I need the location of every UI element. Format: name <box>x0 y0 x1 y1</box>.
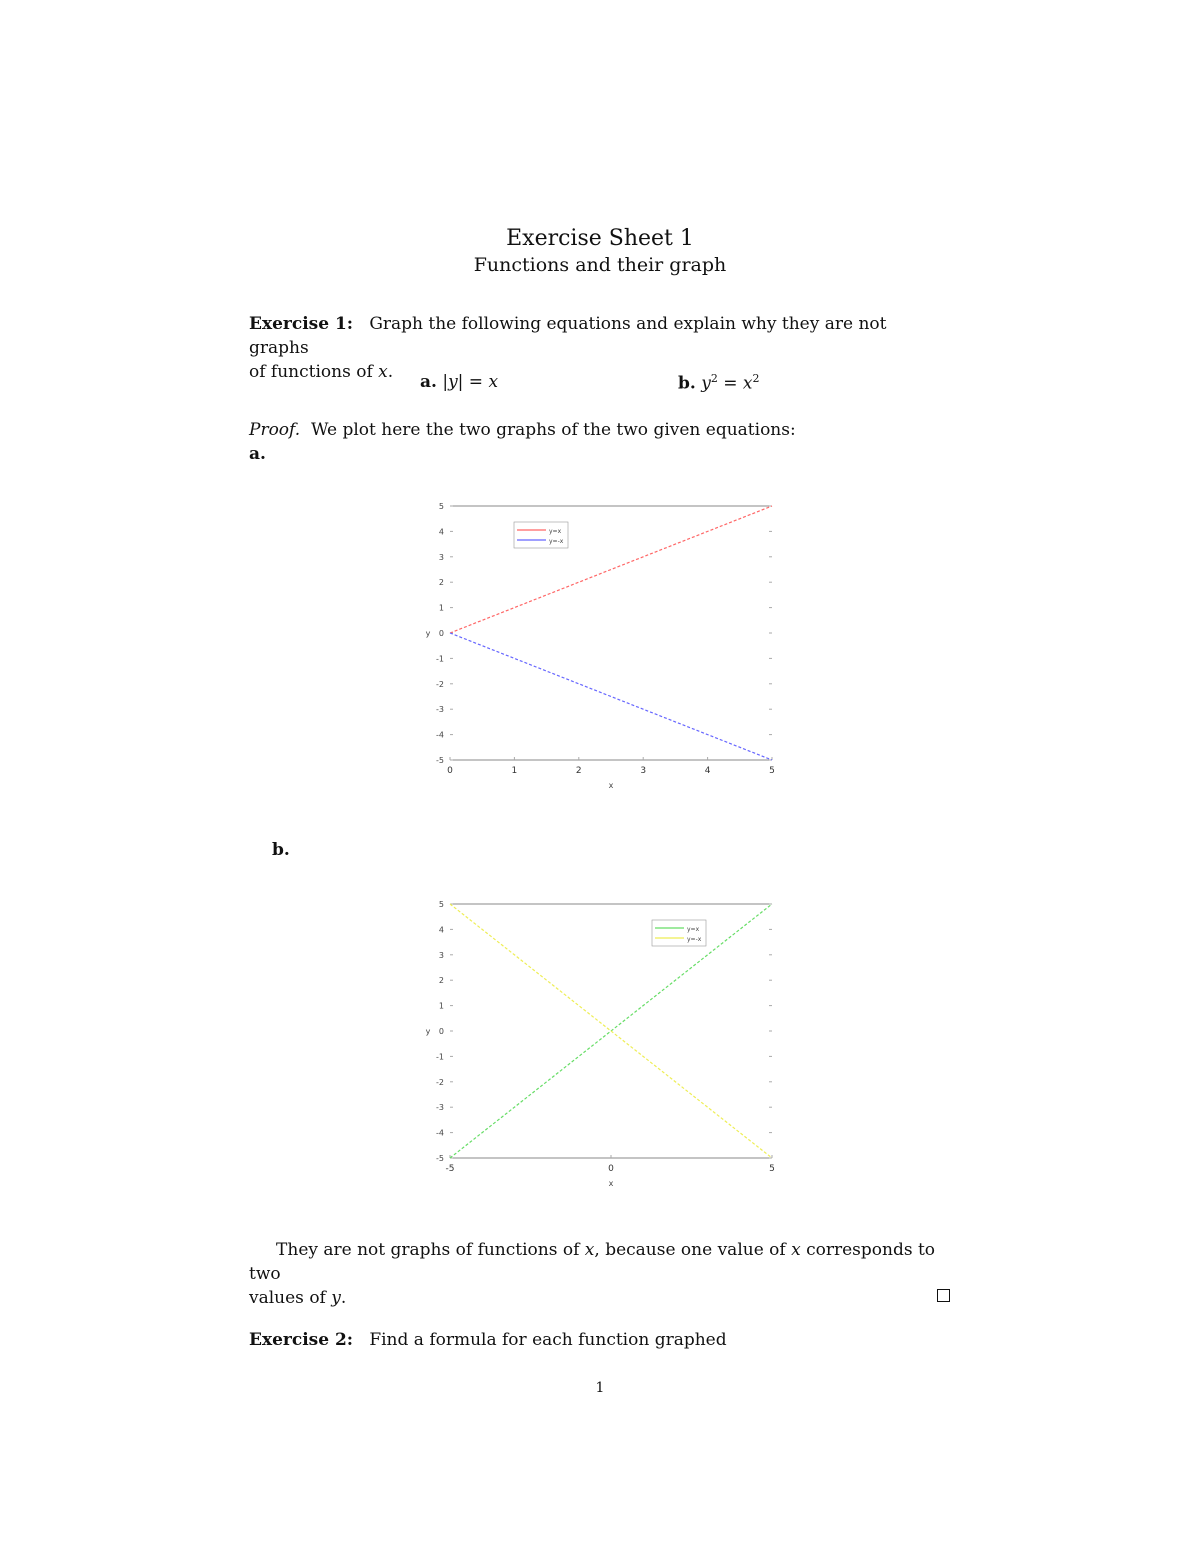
y-tick-label: -4 <box>436 730 444 740</box>
y-tick-label: 1 <box>438 603 444 613</box>
y-tick-label: 2 <box>438 578 444 588</box>
conclusion-1: They are not graphs of functions of <box>276 1240 585 1260</box>
exercise-1-label: Exercise 1: <box>249 314 354 334</box>
part-a-label: a. <box>249 444 266 464</box>
equation-a-expr: |y| = x <box>442 372 499 392</box>
conclusion-3: corresponds to two <box>249 1240 936 1284</box>
y-tick-label: 2 <box>438 976 444 986</box>
y-tick-label: 5 <box>438 502 444 511</box>
y-tick-label: 5 <box>438 900 444 909</box>
series-line-0 <box>450 506 772 633</box>
legend-entry: y=-x <box>549 538 564 545</box>
y-tick-label: -5 <box>436 756 444 765</box>
x-tick-label: 5 <box>769 1164 775 1174</box>
conclusion <box>249 1238 951 1310</box>
equation-a <box>420 372 498 392</box>
math-var: x <box>791 1240 801 1260</box>
exercise-1 <box>249 312 951 384</box>
exercise-1-text-2: of functions of <box>249 362 379 382</box>
eq-b-exp-2: 2 <box>752 372 760 385</box>
page-title: Exercise Sheet 1 <box>506 226 694 251</box>
y-axis-label: y <box>425 1027 431 1036</box>
part-b-label: b. <box>272 840 290 860</box>
x-tick-label: 0 <box>447 766 453 776</box>
y-tick-label: -1 <box>436 654 444 664</box>
x-tick-label: 1 <box>511 766 518 776</box>
x-axis-label: x <box>608 1179 614 1188</box>
eq-b-mid: = <box>717 373 743 394</box>
y-tick-label: 3 <box>438 552 444 562</box>
proof <box>249 418 951 466</box>
conclusion-2: , because one value of <box>594 1240 792 1260</box>
eq-b-y: y <box>701 373 711 394</box>
series-line-1 <box>450 633 772 760</box>
eq-b-exp-1: 2 <box>710 372 718 385</box>
legend-entry: y=x <box>549 528 562 535</box>
x-tick-label: 5 <box>769 766 775 776</box>
y-tick-label: 0 <box>438 1027 444 1036</box>
x-tick-label: 3 <box>640 766 647 776</box>
y-tick-label: 0 <box>438 629 444 638</box>
exercise-2 <box>249 1328 951 1352</box>
punct: . <box>387 362 394 382</box>
y-tick-label: -2 <box>436 1077 444 1087</box>
x-tick-label: 2 <box>575 766 582 776</box>
chart-a <box>410 490 800 800</box>
equation-b <box>678 372 759 394</box>
exercise-1-text: Graph the following equations and explain why they are not graphs <box>249 314 887 358</box>
y-tick-label: 4 <box>438 925 444 935</box>
page-subtitle: Functions and their graph <box>473 254 727 276</box>
y-tick-label: -2 <box>436 679 444 689</box>
legend-entry: y=x <box>687 926 700 933</box>
x-tick-label: 4 <box>704 766 711 776</box>
math-var: x <box>378 362 388 382</box>
y-tick-label: -5 <box>436 1154 444 1163</box>
exercise-2-label: Exercise 2: <box>249 1330 354 1350</box>
legend-entry: y=-x <box>687 936 702 943</box>
y-tick-label: 1 <box>438 1001 444 1011</box>
conclusion-5: . <box>340 1288 347 1308</box>
y-tick-label: 4 <box>438 527 444 537</box>
y-tick-label: -4 <box>436 1128 444 1138</box>
equation-a-label: a. <box>420 372 437 392</box>
math-var: x <box>584 1240 595 1260</box>
y-tick-label: -3 <box>436 1103 444 1113</box>
x-tick-label: -5 <box>445 1164 455 1174</box>
eq-b-x: x <box>742 373 753 394</box>
page-number: 1 <box>595 1380 605 1396</box>
x-tick-label: 0 <box>608 1164 614 1174</box>
proof-label: Proof. <box>249 420 301 440</box>
chart-b <box>410 888 800 1198</box>
y-axis-label: y <box>425 629 431 638</box>
proof-text: We plot here the two graphs of the two given equations: <box>310 420 796 440</box>
y-tick-label: -3 <box>436 705 444 715</box>
equation-b-label: b. <box>678 373 696 394</box>
x-axis-label: x <box>608 781 614 790</box>
y-tick-label: 3 <box>438 950 444 960</box>
y-tick-label: -1 <box>436 1052 444 1062</box>
math-var: y <box>331 1288 341 1308</box>
qed-box-icon <box>937 1289 950 1302</box>
conclusion-4: values of <box>249 1288 332 1308</box>
exercise-2-text: Find a formula for each function graphed <box>369 1330 727 1350</box>
